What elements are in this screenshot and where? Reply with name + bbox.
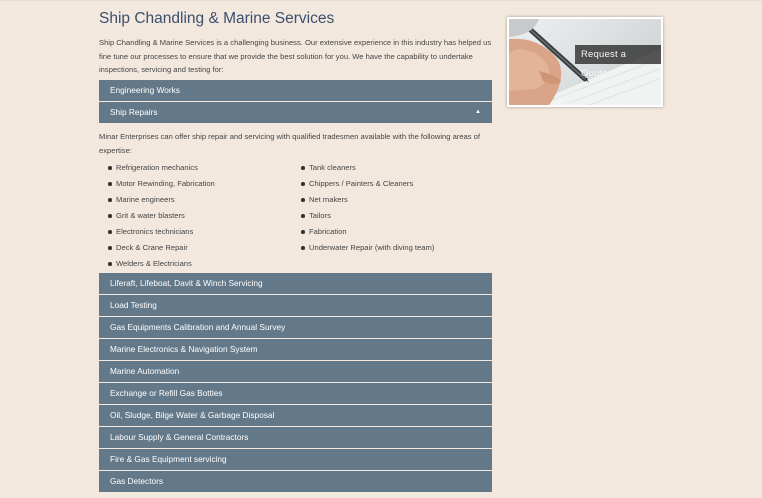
expertise-list-left	[99, 160, 295, 272]
accordion-header-label: Marine Automation	[110, 366, 180, 376]
accordion-header-liferaft[interactable]	[99, 273, 492, 294]
expertise-list-right	[295, 160, 485, 272]
bullet-icon	[108, 230, 112, 234]
accordion-header-label: Exchange or Refill Gas Bottles	[110, 388, 223, 398]
accordion-header-label: Gas Detectors	[110, 476, 164, 486]
bullet-icon	[108, 246, 112, 250]
list-item: Fabrication	[301, 224, 485, 240]
accordion-header-ship-repairs[interactable]	[99, 102, 492, 123]
list-item: Motor Rewinding, Fabrication	[108, 176, 295, 192]
accordion-header-gas-bottles[interactable]	[99, 383, 492, 404]
intro-paragraph: Ship Chandling & Marine Services is a challenging business. Our extensive experience in this industry has helped us fine tune our processes to ensure that we provide the best solution for you. We have the capability to undertake inspections, servicing and testing for:	[99, 38, 492, 74]
accordion-header-label: Marine Electronics & Navigation System	[110, 344, 258, 354]
list-item: Electronics technicians	[108, 224, 295, 240]
bullet-icon	[301, 198, 305, 202]
accordion-header-load-testing[interactable]	[99, 295, 492, 316]
accordion-header-label: Ship Repairs	[110, 107, 158, 117]
list-item: Deck & Crane Repair	[108, 240, 295, 256]
page-title: Ship Chandling & Marine Services	[99, 10, 335, 27]
accordion-header-engineering-works[interactable]	[99, 80, 492, 101]
top-divider	[0, 0, 762, 1]
bullet-icon	[301, 214, 305, 218]
bullet-icon	[301, 166, 305, 170]
bullet-icon	[108, 166, 112, 170]
accordion-header-marine-automation[interactable]	[99, 361, 492, 382]
bullet-icon	[108, 182, 112, 186]
bullet-icon	[301, 230, 305, 234]
bullet-icon	[301, 182, 305, 186]
list-item: Underwater Repair (with diving team)	[301, 240, 485, 256]
accordion-header-label: Gas Equipments Calibration and Annual Survey	[110, 322, 286, 332]
expertise-lists	[99, 160, 493, 272]
accordion-header-gas-calibration[interactable]	[99, 317, 492, 338]
request-quote-label[interactable]: Request a Quote	[575, 45, 661, 64]
accordion-header-waste-disposal[interactable]	[99, 405, 492, 426]
list-item: Grit & water blasters	[108, 208, 295, 224]
collapse-arrow-icon: ▲	[475, 109, 481, 115]
accordion-header-label: Labour Supply & General Contractors	[110, 432, 249, 442]
list-item: Tank cleaners	[301, 160, 485, 176]
ship-repairs-panel	[99, 124, 493, 273]
accordion-header-label: Fire & Gas Equipment servicing	[110, 454, 227, 464]
list-item: Welders & Electricians	[108, 256, 295, 272]
request-quote-banner[interactable]	[507, 17, 663, 107]
bullet-icon	[108, 262, 112, 266]
accordion-header-labour-supply[interactable]	[99, 427, 492, 448]
accordion-header-label: Load Testing	[110, 300, 157, 310]
pen-writing-photo	[509, 19, 661, 105]
main-content	[99, 8, 493, 493]
accordion-header-label: Oil, Sludge, Bilge Water & Garbage Disposal	[110, 410, 275, 420]
bullet-icon	[108, 198, 112, 202]
services-accordion	[99, 80, 493, 492]
list-item: Chippers / Painters & Cleaners	[301, 176, 485, 192]
list-item: Net makers	[301, 192, 485, 208]
accordion-header-label: Engineering Works	[110, 85, 180, 95]
accordion-header-marine-electronics[interactable]	[99, 339, 492, 360]
ship-repairs-description: Minar Enterprises can offer ship repair and servicing with qualified tradesmen available with the following areas of expertise:	[99, 132, 481, 155]
list-item: Refrigeration mechanics	[108, 160, 295, 176]
accordion-header-fire-gas[interactable]	[99, 449, 492, 470]
list-item: Marine engineers	[108, 192, 295, 208]
bullet-icon	[108, 214, 112, 218]
list-item: Tailors	[301, 208, 485, 224]
accordion-header-label: Liferaft, Lifeboat, Davit & Winch Servicing	[110, 278, 263, 288]
accordion-header-gas-detectors[interactable]	[99, 471, 492, 492]
bullet-icon	[301, 246, 305, 250]
